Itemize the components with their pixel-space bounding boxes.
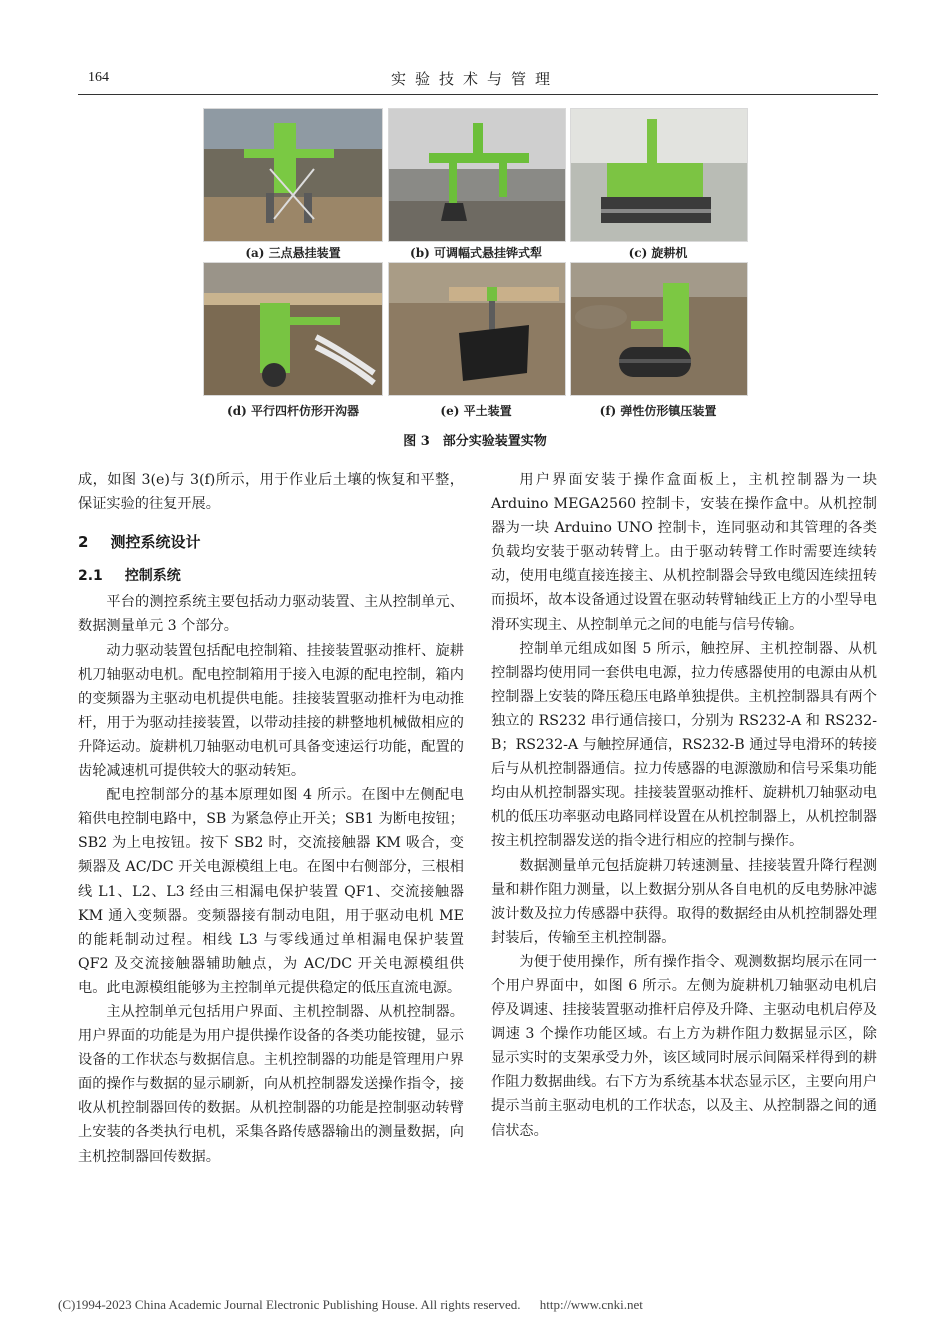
paragraph: 主从控制单元包括用户界面、主机控制器、从机控制器。用户界面的功能是为用户提供操作设备的各类功能按键，显示设备的工作状态与数据信息。主机控制器的功能是管理用户界面的操作与数据的显示刷新，向从机控制器发送操作指令，接收从机控制器回传的数据。从机控制器的功能是控制驱动转臂上安装的各类执行电机，采集各路传感器输出的测量数据，向主机控制器回传数据。 — [78, 1003, 464, 1165]
photo-moldboard-plow — [388, 108, 566, 242]
footer — [58, 1297, 898, 1313]
paragraph: 控制单元组成如图 5 所示，触控屏、主机控制器、从机控制器均使用同一套供电电源，拉力传感器使用的电源由从机控制器上安装的降压稳压电路单独提供。主机控制器具有两个独立的 RS232 串行通信接口，分别为 RS232-A 和 RS232-B；RS232-A 与触控屏通信，RS232-B 通过导电滑环的转接后与从机控制器通信。拉力传感器的电源激励和信号采集功能均由从机控制器实现。挂接装置驱动推杆、旋耕机刀轴驱动电机的低压功率驱动电路同样设置在从机控制器上，从机控制器按主机控制器发送的指令进行相应的控制与操作。 — [491, 640, 877, 850]
cnki-link[interactable]: http://www.cnki.net — [539, 1297, 643, 1312]
header-rule — [78, 94, 878, 95]
caption-d: (d) 平行四杆仿形开沟器 — [227, 404, 359, 418]
paragraph: 配电控制部分的基本原理如图 4 所示。在图中左侧配电箱供电控制电路中，SB 为紧急停止开关；SB1 为断电按钮；SB2 为上电按钮。按下 SB2 时，交流接触器 KM 吸合，变频器及 AC/DC 开关电源模组上电。在图中右侧部分，三根相线 L1、L2、L3 经由三相漏电保护装置 QF1、交流接触器 KM 通入变频器。变频器接有制动电阻，用于驱动电机 ME 的能耗制动过程。相线 L3 与零线通过单相漏电保护装置 QF2 及交流接触器辅助触点，为 AC/DC 开关电源模组供电。此电源模组能够为主控制单元提供稳定的低压直流电源。 — [78, 787, 464, 996]
paragraph: 平台的测控系统主要包括动力驱动装置、主从控制单元、数据测量单元 3 个部分。 — [78, 594, 464, 635]
photo-press-roller — [570, 262, 748, 396]
paragraph: 动力驱动装置包括配电控制箱、挂接装置驱动推杆、旋耕机刀轴驱动电机。配电控制箱用于接入电源的配电控制，箱内的变频器为主驱动电机提供电能。挂接装置驱动推杆为电动推杆，用于为驱动挂接装置，以带动挂接的耕整地机械做相应的升降运动。旋耕机刀轴驱动电机可具备变速运行功能，配置的齿轮减速机可提供较大的驱动转矩。 — [78, 642, 464, 780]
photo-rotary-tiller — [570, 108, 748, 242]
paragraph: 用户界面安装于操作盒面板上，主机控制器为一块 Arduino MEGA2560 控制卡，安装在操作盒中。从机控制器为一块 Arduino UNO 控制卡，连同驱动和其管理的各类负载均安装于驱动转臂上。由于驱动转臂工作时需要连续转动，使用电缆直接连接主、从机控制器会导致电缆因连续扭转而损坏，故本设备通过设置在驱动转臂轴线正上方的小型导电滑环实现主、从控制单元之间的电能与信号传输。 — [491, 472, 877, 633]
photo-leveling-device — [388, 262, 566, 396]
paragraph: 数据测量单元包括旋耕刀转速测量、挂接装置升降行程测量和耕作阻力测量，以上数据分别从各自电机的反电势脉冲滤波计数及拉力传感器中获得。取得的数据经由从机控制器处理封装后，传输至主机控制器。 — [491, 857, 877, 946]
photo-three-point-hitch — [203, 108, 383, 242]
section-title: 测控系统设计 — [110, 533, 201, 552]
subsection-number: 2.1 — [78, 568, 103, 585]
figure-title: 图 3 部分实验装置实物 — [403, 434, 547, 449]
subsection-title: 控制系统 — [124, 568, 181, 585]
section-number: 2 — [78, 533, 89, 552]
section-heading — [78, 530, 464, 554]
paragraph-continued: 成，如图 3(e)与 3(f)所示，用于作业后土壤的恢复和平整，保证实验的往复开展。 — [78, 472, 464, 513]
caption-c: (c) 旋耕机 — [628, 246, 688, 260]
left-column — [78, 468, 464, 1169]
right-column — [491, 468, 877, 1143]
caption-a: (a) 三点悬挂装置 — [245, 246, 341, 260]
photo-furrow-opener — [203, 262, 383, 396]
caption-b: (b) 可调幅式悬挂铧式犁 — [410, 246, 542, 260]
copyright-notice: (C)1994-2023 China Academic Journal Electronic Publishing House. All rights reserved. — [58, 1297, 521, 1312]
caption-f: (f) 弹性仿形镇压装置 — [599, 404, 717, 418]
subsection-heading — [78, 564, 464, 588]
paragraph: 为便于使用操作，所有操作指令、观测数据均展示在同一个用户界面中，如图 6 所示。左侧为旋耕机刀轴驱动电机启停及调速、挂接装置驱动推杆启停及升降、主驱动电机启停及调速 3 个操作功能区域。右上方为耕作阻力数据显示区，除显示实时的支架承受力外，该区域同时展示间隔采样得到的耕作阻力数据曲线。右下方为系统基本状态显示区，主要向用户提示当前主驱动电机的工作状态，以及主、从控制器之间的通信状态。 — [491, 953, 877, 1139]
caption-e: (e) 平土装置 — [440, 404, 512, 418]
page-number: 164 — [88, 70, 109, 85]
journal-title: 实验技术与管理 — [390, 70, 559, 88]
